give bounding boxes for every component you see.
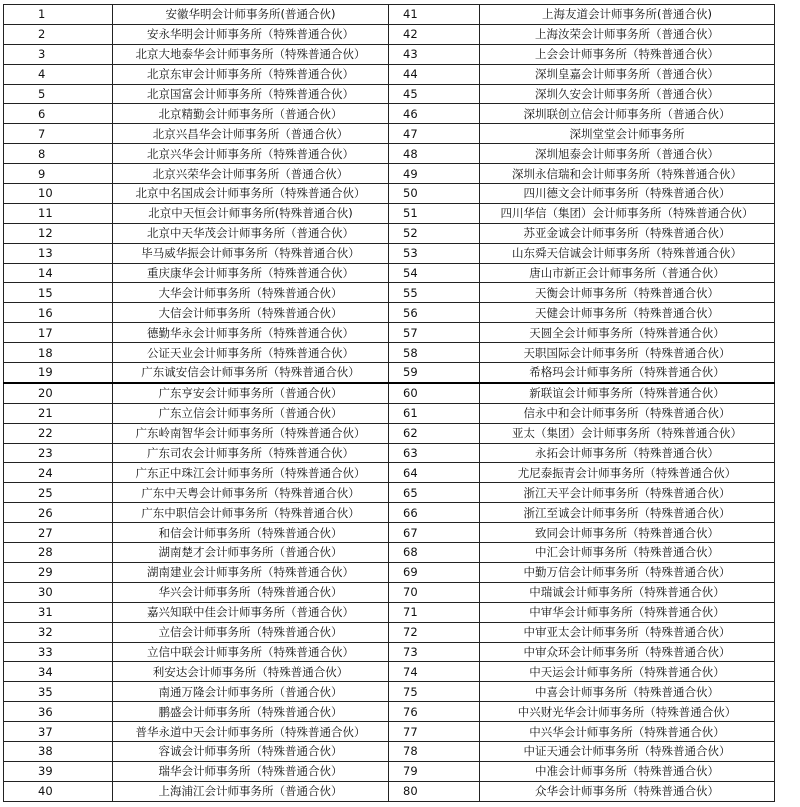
firm-name-left: 安徽华明会计师事务所(普通合伙) xyxy=(113,5,389,25)
firm-name-right: 中审众环会计师事务所（特殊普通合伙） xyxy=(480,642,775,662)
table-row xyxy=(4,702,775,722)
table-row xyxy=(4,523,775,543)
row-number-right: 45 xyxy=(389,84,480,104)
row-number-left: 20 xyxy=(4,383,113,403)
row-number-left: 22 xyxy=(4,423,113,443)
row-number-right: 61 xyxy=(389,403,480,423)
table-row xyxy=(4,642,775,662)
row-number-right: 56 xyxy=(389,303,480,323)
firm-name-left: 广东正中珠江会计师事务所（特殊普通合伙） xyxy=(113,463,389,483)
table-row xyxy=(4,403,775,423)
table-row xyxy=(4,203,775,223)
firm-name-left: 北京大地泰华会计师事务所（特殊普通合伙） xyxy=(113,44,389,64)
table-row xyxy=(4,622,775,642)
table-row xyxy=(4,662,775,682)
table-row xyxy=(4,243,775,263)
row-number-right: 63 xyxy=(389,443,480,463)
firm-name-left: 北京中天恒会计师事务所(特殊普通合伙) xyxy=(113,203,389,223)
row-number-left: 18 xyxy=(4,343,113,363)
firm-name-left: 大信会计师事务所（特殊普通合伙） xyxy=(113,303,389,323)
firm-name-left: 湖南建业会计师事务所（特殊普通合伙） xyxy=(113,562,389,582)
row-number-right: 76 xyxy=(389,702,480,722)
table-row xyxy=(4,741,775,761)
firm-name-left: 南通万隆会计师事务所（普通合伙） xyxy=(113,682,389,702)
row-number-right: 75 xyxy=(389,682,480,702)
table-row xyxy=(4,503,775,523)
row-number-left: 11 xyxy=(4,203,113,223)
row-number-left: 32 xyxy=(4,622,113,642)
row-number-right: 53 xyxy=(389,243,480,263)
row-number-left: 12 xyxy=(4,223,113,243)
row-number-right: 47 xyxy=(389,124,480,144)
firm-name-left: 鹏盛会计师事务所（特殊普通合伙） xyxy=(113,702,389,722)
table-row xyxy=(4,223,775,243)
table-row xyxy=(4,682,775,702)
firm-name-right: 上海汝荣会计师事务所（普通合伙） xyxy=(480,24,775,44)
row-number-left: 10 xyxy=(4,184,113,204)
firm-name-left: 瑞华会计师事务所（特殊普通合伙） xyxy=(113,761,389,781)
firm-name-left: 北京国富会计师事务所（特殊普通合伙） xyxy=(113,84,389,104)
row-number-left: 1 xyxy=(4,5,113,25)
row-number-right: 59 xyxy=(389,363,480,383)
row-number-right: 64 xyxy=(389,463,480,483)
row-number-right: 69 xyxy=(389,562,480,582)
firm-name-right: 中审亚太会计师事务所（特殊普通合伙） xyxy=(480,622,775,642)
row-number-right: 70 xyxy=(389,582,480,602)
firm-name-right: 中准会计师事务所（特殊普通合伙） xyxy=(480,761,775,781)
row-number-left: 35 xyxy=(4,682,113,702)
firm-name-right: 深圳永信瑞和会计师事务所（特殊普通合伙） xyxy=(480,164,775,184)
firm-name-right: 中勤万信会计师事务所（特殊普通合伙） xyxy=(480,562,775,582)
table-row xyxy=(4,184,775,204)
row-number-right: 50 xyxy=(389,184,480,204)
row-number-left: 39 xyxy=(4,761,113,781)
firm-name-right: 天健会计师事务所（特殊普通合伙） xyxy=(480,303,775,323)
firm-name-right: 浙江天平会计师事务所（特殊普通合伙） xyxy=(480,483,775,503)
firm-name-left: 北京中天华茂会计师事务所（普通合伙） xyxy=(113,223,389,243)
firm-name-left: 湖南楚才会计师事务所（普通合伙） xyxy=(113,543,389,563)
firm-name-left: 公证天业会计师事务所（特殊普通合伙） xyxy=(113,343,389,363)
firm-name-right: 中证天通会计师事务所（特殊普通合伙） xyxy=(480,741,775,761)
firm-name-right: 中天运会计师事务所（特殊普通合伙） xyxy=(480,662,775,682)
row-number-right: 58 xyxy=(389,343,480,363)
table-row xyxy=(4,423,775,443)
firm-name-right: 四川德文会计师事务所（特殊普通合伙） xyxy=(480,184,775,204)
row-number-left: 37 xyxy=(4,722,113,742)
firm-name-left: 立信中联会计师事务所（特殊普通合伙） xyxy=(113,642,389,662)
firm-name-right: 中审华会计师事务所（特殊普通合伙） xyxy=(480,602,775,622)
row-number-right: 71 xyxy=(389,602,480,622)
firm-name-left: 上海浦江会计师事务所（普通合伙） xyxy=(113,781,389,801)
row-number-left: 38 xyxy=(4,741,113,761)
firm-name-right: 深圳久安会计师事务所（普通合伙） xyxy=(480,84,775,104)
row-number-left: 28 xyxy=(4,543,113,563)
row-number-right: 60 xyxy=(389,383,480,403)
row-number-left: 26 xyxy=(4,503,113,523)
table-row xyxy=(4,781,775,801)
table-row xyxy=(4,283,775,303)
row-number-left: 29 xyxy=(4,562,113,582)
firm-name-right: 中喜会计师事务所（特殊普通合伙） xyxy=(480,682,775,702)
firm-name-right: 天职国际会计师事务所（特殊普通合伙） xyxy=(480,343,775,363)
firm-name-left: 北京兴荣华会计师事务所（普通合伙） xyxy=(113,164,389,184)
row-number-right: 43 xyxy=(389,44,480,64)
table-row xyxy=(4,722,775,742)
row-number-right: 77 xyxy=(389,722,480,742)
table-row xyxy=(4,124,775,144)
firm-name-right: 唐山市新正会计师事务所（普通合伙） xyxy=(480,263,775,283)
row-number-right: 67 xyxy=(389,523,480,543)
firm-name-right: 众华会计师事务所（特殊普通合伙） xyxy=(480,781,775,801)
row-number-right: 51 xyxy=(389,203,480,223)
firm-name-right: 上会会计师事务所（特殊普通合伙） xyxy=(480,44,775,64)
row-number-right: 41 xyxy=(389,5,480,25)
row-number-right: 66 xyxy=(389,503,480,523)
firm-name-left: 广东立信会计师事务所（普通合伙） xyxy=(113,403,389,423)
table-row xyxy=(4,263,775,283)
table-row xyxy=(4,363,775,383)
firm-name-left: 北京中名国成会计师事务所（特殊普通合伙） xyxy=(113,184,389,204)
row-number-right: 80 xyxy=(389,781,480,801)
firm-name-left: 利安达会计师事务所（特殊普通合伙） xyxy=(113,662,389,682)
row-number-left: 9 xyxy=(4,164,113,184)
firm-name-right: 信永中和会计师事务所（特殊普通合伙） xyxy=(480,403,775,423)
row-number-left: 3 xyxy=(4,44,113,64)
table-row xyxy=(4,104,775,124)
row-number-left: 6 xyxy=(4,104,113,124)
row-number-left: 40 xyxy=(4,781,113,801)
row-number-right: 54 xyxy=(389,263,480,283)
firm-name-right: 深圳皇嘉会计师事务所（普通合伙） xyxy=(480,64,775,84)
row-number-right: 72 xyxy=(389,622,480,642)
firm-name-left: 广东亨安会计师事务所（普通合伙） xyxy=(113,383,389,403)
row-number-left: 23 xyxy=(4,443,113,463)
firm-name-right: 天圆全会计师事务所（特殊普通合伙） xyxy=(480,323,775,343)
table-row xyxy=(4,303,775,323)
row-number-left: 19 xyxy=(4,363,113,383)
table-row xyxy=(4,582,775,602)
table-row xyxy=(4,44,775,64)
firm-name-right: 深圳联创立信会计师事务所（普通合伙） xyxy=(480,104,775,124)
firm-list-table xyxy=(3,4,775,802)
firm-name-left: 大华会计师事务所（特殊普通合伙） xyxy=(113,283,389,303)
row-number-left: 25 xyxy=(4,483,113,503)
table-row xyxy=(4,144,775,164)
row-number-right: 49 xyxy=(389,164,480,184)
row-number-right: 74 xyxy=(389,662,480,682)
row-number-left: 13 xyxy=(4,243,113,263)
firm-name-left: 北京精勤会计师事务所（普通合伙） xyxy=(113,104,389,124)
row-number-right: 62 xyxy=(389,423,480,443)
firm-name-left: 德勤华永会计师事务所（特殊普通合伙） xyxy=(113,323,389,343)
table-row xyxy=(4,383,775,403)
row-number-left: 16 xyxy=(4,303,113,323)
firm-name-left: 广东岭南智华会计师事务所（特殊普通合伙） xyxy=(113,423,389,443)
firm-name-left: 重庆康华会计师事务所（特殊普通合伙） xyxy=(113,263,389,283)
row-number-right: 79 xyxy=(389,761,480,781)
table-row xyxy=(4,323,775,343)
table-row xyxy=(4,64,775,84)
firm-name-right: 苏亚金诚会计师事务所（特殊普通合伙） xyxy=(480,223,775,243)
table-row xyxy=(4,562,775,582)
row-number-left: 4 xyxy=(4,64,113,84)
row-number-right: 52 xyxy=(389,223,480,243)
firm-name-left: 嘉兴知联中佳会计师事务所（普通合伙） xyxy=(113,602,389,622)
row-number-left: 24 xyxy=(4,463,113,483)
firm-name-right: 新联谊会计师事务所（特殊普通合伙） xyxy=(480,383,775,403)
table-row xyxy=(4,164,775,184)
firm-name-left: 广东司农会计师事务所（特殊普通合伙） xyxy=(113,443,389,463)
row-number-left: 36 xyxy=(4,702,113,722)
table-row xyxy=(4,483,775,503)
table-row xyxy=(4,443,775,463)
row-number-left: 2 xyxy=(4,24,113,44)
table-row xyxy=(4,761,775,781)
row-number-left: 34 xyxy=(4,662,113,682)
row-number-right: 68 xyxy=(389,543,480,563)
firm-name-left: 毕马威华振会计师事务所（特殊普通合伙） xyxy=(113,243,389,263)
row-number-left: 33 xyxy=(4,642,113,662)
row-number-right: 73 xyxy=(389,642,480,662)
row-number-right: 46 xyxy=(389,104,480,124)
firm-name-left: 广东中职信会计师事务所（特殊普通合伙） xyxy=(113,503,389,523)
firm-list-body xyxy=(4,5,775,802)
row-number-left: 31 xyxy=(4,602,113,622)
firm-name-right: 希格玛会计师事务所（特殊普通合伙） xyxy=(480,363,775,383)
firm-name-left: 安永华明会计师事务所（特殊普通合伙） xyxy=(113,24,389,44)
firm-name-right: 致同会计师事务所（特殊普通合伙） xyxy=(480,523,775,543)
firm-name-left: 北京兴昌华会计师事务所（普通合伙） xyxy=(113,124,389,144)
row-number-right: 42 xyxy=(389,24,480,44)
firm-name-right: 上海友道会计师事务所(普通合伙) xyxy=(480,5,775,25)
firm-name-left: 北京兴华会计师事务所（特殊普通合伙） xyxy=(113,144,389,164)
row-number-left: 5 xyxy=(4,84,113,104)
firm-name-right: 深圳堂堂会计师事务所 xyxy=(480,124,775,144)
firm-name-right: 亚太（集团）会计师事务所（特殊普通合伙） xyxy=(480,423,775,443)
firm-name-right: 中汇会计师事务所（特殊普通合伙） xyxy=(480,543,775,563)
firm-name-right: 深圳旭泰会计师事务所（普通合伙） xyxy=(480,144,775,164)
row-number-left: 15 xyxy=(4,283,113,303)
firm-name-right: 中兴财光华会计师事务所（特殊普通合伙） xyxy=(480,702,775,722)
table-row xyxy=(4,84,775,104)
table-row xyxy=(4,463,775,483)
firm-name-left: 广东中天粤会计师事务所（特殊普通合伙） xyxy=(113,483,389,503)
row-number-left: 7 xyxy=(4,124,113,144)
firm-name-left: 和信会计师事务所（特殊普通合伙） xyxy=(113,523,389,543)
row-number-left: 30 xyxy=(4,582,113,602)
row-number-right: 48 xyxy=(389,144,480,164)
firm-name-left: 普华永道中天会计师事务所（特殊普通合伙） xyxy=(113,722,389,742)
firm-name-right: 中瑞诚会计师事务所（特殊普通合伙） xyxy=(480,582,775,602)
table-row xyxy=(4,543,775,563)
row-number-right: 44 xyxy=(389,64,480,84)
firm-name-left: 华兴会计师事务所（特殊普通合伙） xyxy=(113,582,389,602)
row-number-left: 21 xyxy=(4,403,113,423)
row-number-right: 57 xyxy=(389,323,480,343)
firm-name-left: 立信会计师事务所（特殊普通合伙） xyxy=(113,622,389,642)
firm-name-right: 尤尼泰振青会计师事务所（特殊普通合伙） xyxy=(480,463,775,483)
firm-name-left: 容诚会计师事务所（特殊普通合伙） xyxy=(113,741,389,761)
firm-name-right: 山东舜天信诚会计师事务所（特殊普通合伙） xyxy=(480,243,775,263)
row-number-right: 78 xyxy=(389,741,480,761)
table-row xyxy=(4,343,775,363)
row-number-left: 14 xyxy=(4,263,113,283)
firm-name-left: 广东诚安信会计师事务所（特殊普通合伙） xyxy=(113,363,389,383)
table-row xyxy=(4,602,775,622)
firm-name-right: 永拓会计师事务所（特殊普通合伙） xyxy=(480,443,775,463)
row-number-right: 65 xyxy=(389,483,480,503)
table-row xyxy=(4,24,775,44)
row-number-left: 17 xyxy=(4,323,113,343)
firm-name-right: 四川华信（集团）会计师事务所（特殊普通合伙） xyxy=(480,203,775,223)
firm-name-right: 浙江至诚会计师事务所（特殊普通合伙） xyxy=(480,503,775,523)
row-number-left: 8 xyxy=(4,144,113,164)
row-number-right: 55 xyxy=(389,283,480,303)
table-row xyxy=(4,5,775,25)
firm-name-right: 中兴华会计师事务所（特殊普通合伙） xyxy=(480,722,775,742)
firm-name-left: 北京东审会计师事务所（特殊普通合伙） xyxy=(113,64,389,84)
row-number-left: 27 xyxy=(4,523,113,543)
firm-name-right: 天衡会计师事务所（特殊普通合伙） xyxy=(480,283,775,303)
